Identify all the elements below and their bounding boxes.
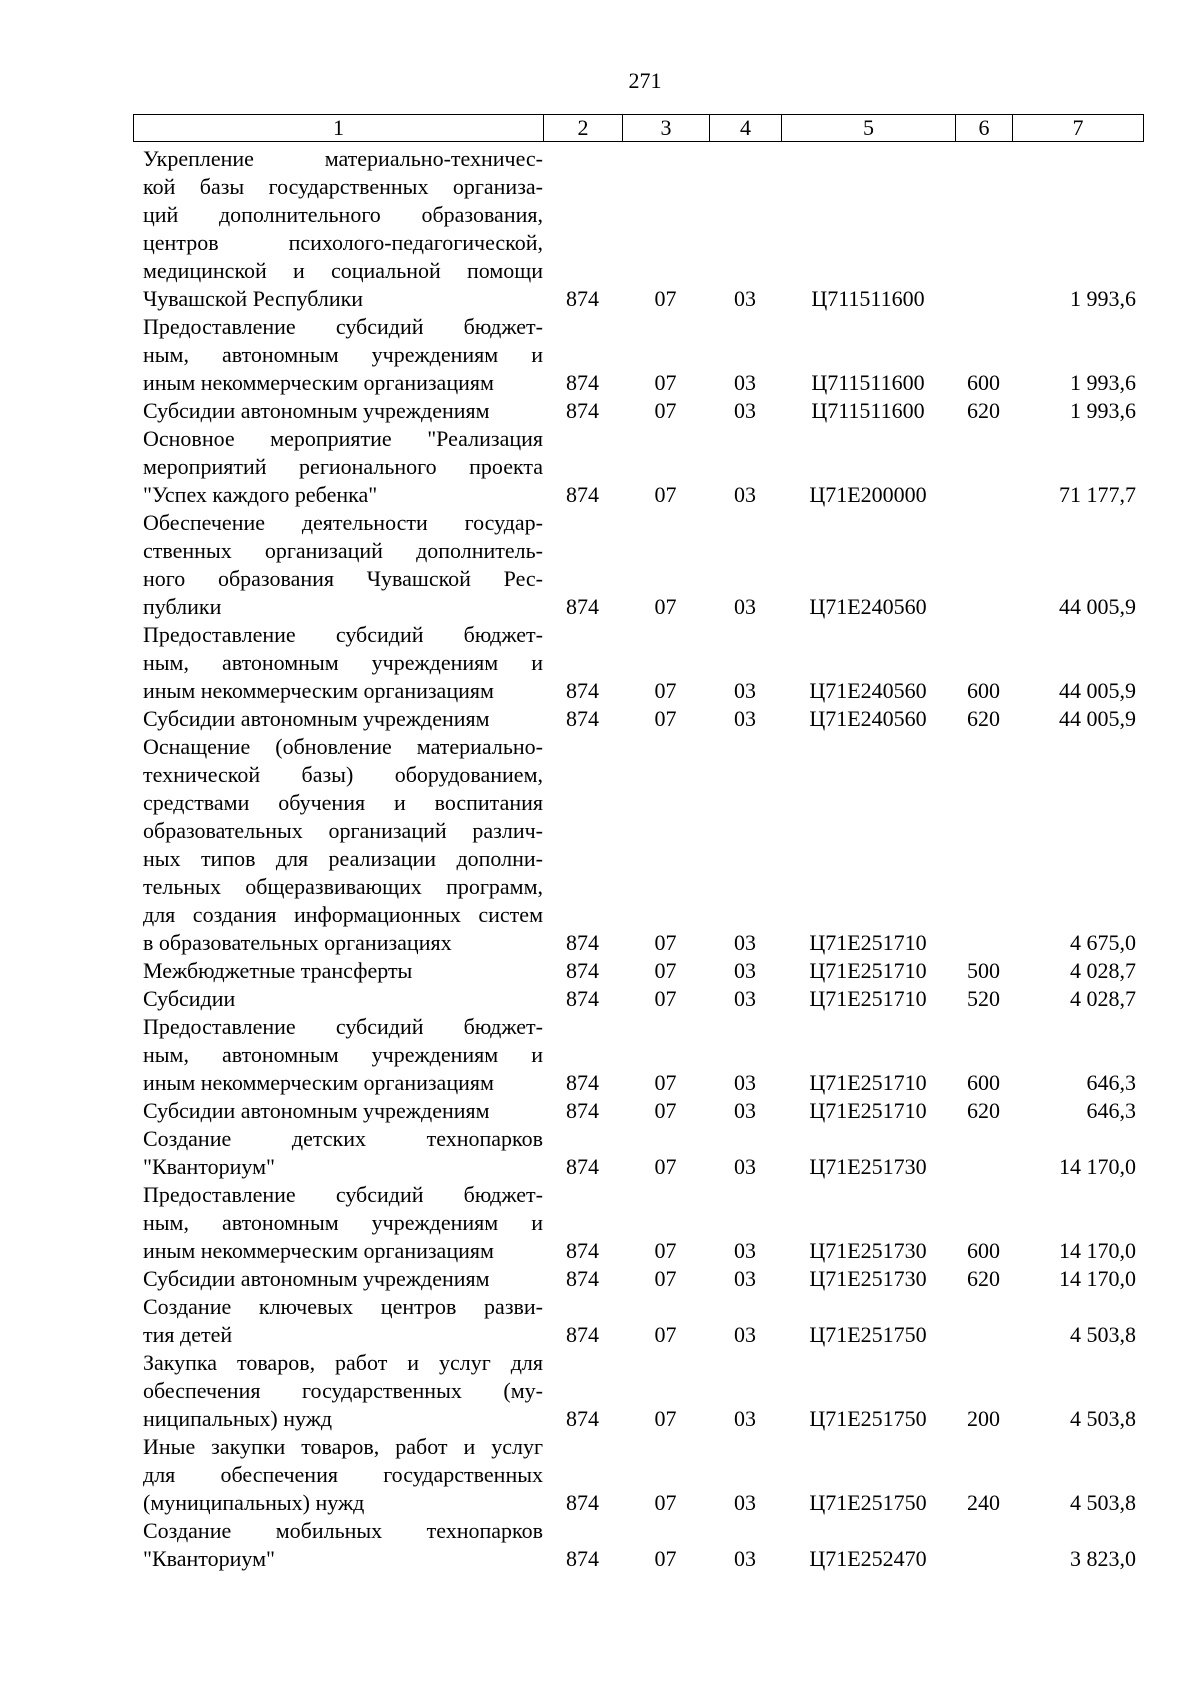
row-name-line: Субсидии автономным учреждениям xyxy=(143,1098,490,1123)
row-name-line: Предоставление субсидий бюджет- xyxy=(143,1182,543,1207)
table-row xyxy=(133,1517,1144,1573)
row-col-3: 07 xyxy=(654,930,677,955)
row-name-line: Субсидии автономным учреждениям xyxy=(143,398,490,423)
row-name-line: для обеспечения государственных xyxy=(143,1462,543,1487)
row-name-line: медицинской и социальной помощи xyxy=(143,258,543,283)
row-col-5: Ц71Е251710 xyxy=(809,958,927,983)
row-col-5: Ц71Е251710 xyxy=(809,986,927,1011)
row-col-4: 03 xyxy=(734,482,756,507)
row-col-3: 07 xyxy=(654,1154,677,1179)
row-col-7: 1 993,6 xyxy=(1070,286,1136,311)
row-col-2: 874 xyxy=(566,706,599,731)
table-row xyxy=(133,1349,1144,1433)
row-col-2: 874 xyxy=(566,1546,599,1571)
row-name-line: ций дополнительного образования, xyxy=(143,202,543,227)
row-col-7: 14 170,0 xyxy=(1059,1266,1136,1291)
row-col-5: Ц71Е251750 xyxy=(809,1322,927,1347)
row-col-2: 874 xyxy=(566,594,599,619)
row-col-5: Ц71Е251750 xyxy=(809,1490,927,1515)
row-col-3: 07 xyxy=(654,1322,677,1347)
row-col-4: 03 xyxy=(734,370,756,395)
row-col-4: 03 xyxy=(734,286,756,311)
row-name-line: Предоставление субсидий бюджет- xyxy=(143,622,543,647)
row-col-4: 03 xyxy=(734,1322,756,1347)
row-col-5: Ц71Е251750 xyxy=(809,1406,927,1431)
row-name xyxy=(133,1349,543,1433)
row-col-4: 03 xyxy=(734,1238,756,1263)
row-col-7: 14 170,0 xyxy=(1059,1154,1136,1179)
row-name-line: тельных общеразвивающих программ, xyxy=(143,874,543,899)
row-name-line: для создания информационных систем xyxy=(143,902,543,927)
row-col-5: Ц71Е200000 xyxy=(809,482,927,507)
row-col-6: 600 xyxy=(967,1238,1000,1263)
row-name xyxy=(133,1517,543,1573)
row-col-4: 03 xyxy=(734,594,756,619)
row-col-2: 874 xyxy=(566,1266,599,1291)
row-col-4: 03 xyxy=(734,398,756,423)
page-number: 271 xyxy=(628,68,662,93)
row-col-2: 874 xyxy=(566,286,599,311)
row-name xyxy=(133,1433,543,1517)
row-col-7: 4 503,8 xyxy=(1070,1322,1136,1347)
table-row xyxy=(133,985,1144,1013)
row-name-line: Субсидии автономным учреждениям xyxy=(143,706,490,731)
row-col-4: 03 xyxy=(734,678,756,703)
row-name-line: Оснащение (обновление материально- xyxy=(143,734,543,759)
row-col-4: 03 xyxy=(734,1490,756,1515)
row-name-line: Закупка товаров, работ и услуг для xyxy=(143,1350,543,1375)
row-col-7: 4 503,8 xyxy=(1070,1490,1136,1515)
row-name-line: средствами обучения и воспитания xyxy=(143,790,543,815)
row-col-6: 500 xyxy=(967,958,1000,983)
row-name-line: публики xyxy=(143,594,222,619)
row-col-5: Ц71Е251710 xyxy=(809,930,927,955)
table-row xyxy=(133,1433,1144,1517)
row-col-3: 07 xyxy=(654,1238,677,1263)
row-col-5: Ц711511600 xyxy=(811,286,925,311)
row-name xyxy=(133,145,543,313)
row-name-line: обеспечения государственных (му- xyxy=(143,1378,543,1403)
row-name-line: ным, автономным учреждениям и xyxy=(143,650,543,675)
row-col-3: 07 xyxy=(654,1098,677,1123)
row-col-7: 44 005,9 xyxy=(1059,594,1136,619)
row-col-3: 07 xyxy=(654,286,677,311)
header-col-5: 5 xyxy=(782,115,956,141)
row-col-7: 1 993,6 xyxy=(1070,398,1136,423)
row-name-line: технической базы) оборудованием, xyxy=(143,762,543,787)
table-row xyxy=(133,621,1144,705)
table-row xyxy=(133,313,1144,397)
row-col-7: 44 005,9 xyxy=(1059,706,1136,731)
row-col-3: 07 xyxy=(654,594,677,619)
row-col-7: 1 993,6 xyxy=(1070,370,1136,395)
row-col-2: 874 xyxy=(566,930,599,955)
row-col-5: Ц71Е251710 xyxy=(809,1098,927,1123)
row-col-3: 07 xyxy=(654,482,677,507)
row-name-line: Чувашской Республики xyxy=(143,286,364,311)
row-col-6: 620 xyxy=(967,398,1000,423)
row-col-5: Ц71Е240560 xyxy=(809,678,927,703)
row-name-line: ным, автономным учреждениям и xyxy=(143,1210,543,1235)
row-col-2: 874 xyxy=(566,482,599,507)
row-col-6: 620 xyxy=(967,1266,1000,1291)
row-col-2: 874 xyxy=(566,1070,599,1095)
row-name-line: ного образования Чувашской Рес- xyxy=(143,566,543,591)
row-col-2: 874 xyxy=(566,1490,599,1515)
row-name xyxy=(133,621,543,705)
header-col-7: 7 xyxy=(1072,115,1084,140)
header-col-3: 3 xyxy=(623,115,710,141)
header-col-6: 6 xyxy=(956,115,1013,141)
row-name-line: Предоставление субсидий бюджет- xyxy=(143,314,543,339)
row-name xyxy=(133,1181,543,1265)
row-col-3: 07 xyxy=(654,706,677,731)
row-col-5: Ц71Е240560 xyxy=(809,594,927,619)
row-col-6: 620 xyxy=(967,706,1000,731)
row-name-line: в образовательных организациях xyxy=(143,930,452,955)
row-name xyxy=(133,1265,543,1293)
row-name-line: ных типов для реализации дополни- xyxy=(143,846,543,871)
row-col-4: 03 xyxy=(734,1070,756,1095)
row-col-7: 4 503,8 xyxy=(1070,1406,1136,1431)
row-col-4: 03 xyxy=(734,706,756,731)
row-name-line: кой базы государственных организа- xyxy=(143,174,543,199)
row-col-5: Ц71Е251730 xyxy=(809,1154,927,1179)
row-col-3: 07 xyxy=(654,678,677,703)
row-col-6: 600 xyxy=(967,1070,1000,1095)
row-col-5: Ц711511600 xyxy=(811,370,925,395)
row-name-line: Предоставление субсидий бюджет- xyxy=(143,1014,543,1039)
row-name xyxy=(133,957,543,985)
row-col-6: 200 xyxy=(967,1406,1000,1431)
row-col-7: 4 675,0 xyxy=(1070,930,1136,955)
table-header xyxy=(133,114,1144,142)
table-row xyxy=(133,957,1144,985)
row-name-line: ным, автономным учреждениям и xyxy=(143,342,543,367)
row-name-line: ниципальных) нужд xyxy=(143,1406,333,1431)
header-col-4: 4 xyxy=(710,115,782,141)
row-col-3: 07 xyxy=(654,398,677,423)
header-col-1: 1 xyxy=(134,115,544,141)
row-name-line: (муниципальных) нужд xyxy=(143,1490,365,1515)
table-row xyxy=(133,145,1144,313)
table-body xyxy=(133,145,1144,1573)
row-col-3: 07 xyxy=(654,1490,677,1515)
row-name-line: Субсидии автономным учреждениям xyxy=(143,1266,490,1291)
row-col-2: 874 xyxy=(566,1322,599,1347)
row-col-4: 03 xyxy=(734,986,756,1011)
row-name-line: Иные закупки товаров, работ и услуг xyxy=(143,1434,543,1459)
row-col-7: 71 177,7 xyxy=(1059,482,1136,507)
table-row xyxy=(133,1265,1144,1293)
row-name-line: "Успех каждого ребенка" xyxy=(143,482,378,507)
row-col-4: 03 xyxy=(734,1098,756,1123)
row-name xyxy=(133,425,543,509)
row-col-5: Ц71Е252470 xyxy=(809,1546,927,1571)
table-row xyxy=(133,1293,1144,1349)
row-name xyxy=(133,705,543,733)
header-col-2: 2 xyxy=(544,115,623,141)
row-name-line: иным некоммерческим организациям xyxy=(143,1238,494,1263)
row-col-4: 03 xyxy=(734,1546,756,1571)
row-col-7: 646,3 xyxy=(1086,1098,1136,1123)
row-col-3: 07 xyxy=(654,1070,677,1095)
row-col-2: 874 xyxy=(566,1154,599,1179)
row-name xyxy=(133,1293,543,1349)
row-col-4: 03 xyxy=(734,1406,756,1431)
row-name xyxy=(133,1097,543,1125)
row-col-6: 600 xyxy=(967,370,1000,395)
row-col-2: 874 xyxy=(566,370,599,395)
table-row xyxy=(133,425,1144,509)
row-name-line: иным некоммерческим организациям xyxy=(143,370,494,395)
row-col-6: 620 xyxy=(967,1098,1000,1123)
row-col-7: 44 005,9 xyxy=(1059,678,1136,703)
row-name xyxy=(133,733,543,957)
row-name xyxy=(133,1013,543,1097)
row-name-line: центров психолого-педагогической, xyxy=(143,230,543,255)
row-col-2: 874 xyxy=(566,1238,599,1263)
row-col-4: 03 xyxy=(734,1154,756,1179)
row-name-line: "Кванториум" xyxy=(143,1546,275,1571)
row-col-4: 03 xyxy=(734,930,756,955)
row-col-7: 3 823,0 xyxy=(1070,1546,1136,1571)
row-name-line: иным некоммерческим организациям xyxy=(143,678,494,703)
row-name-line: ным, автономным учреждениям и xyxy=(143,1042,543,1067)
row-name-line: ственных организаций дополнитель- xyxy=(143,538,543,563)
row-col-2: 874 xyxy=(566,1406,599,1431)
row-name-line: Субсидии xyxy=(143,986,236,1011)
row-col-7: 4 028,7 xyxy=(1070,958,1136,983)
row-col-5: Ц71Е251730 xyxy=(809,1266,927,1291)
row-name-line: "Кванториум" xyxy=(143,1154,275,1179)
row-name-line: тия детей xyxy=(143,1322,233,1347)
table-row xyxy=(133,1097,1144,1125)
table-row xyxy=(133,397,1144,425)
table-row xyxy=(133,509,1144,621)
row-col-6: 600 xyxy=(967,678,1000,703)
table-row xyxy=(133,1013,1144,1097)
row-col-5: Ц71Е240560 xyxy=(809,706,927,731)
row-col-6: 520 xyxy=(967,986,1000,1011)
row-name-line: Создание ключевых центров разви- xyxy=(143,1294,543,1319)
row-name-line: Межбюджетные трансферты xyxy=(143,958,413,983)
row-name xyxy=(133,985,543,1013)
row-name xyxy=(133,1125,543,1181)
row-col-2: 874 xyxy=(566,986,599,1011)
row-col-4: 03 xyxy=(734,1266,756,1291)
row-col-2: 874 xyxy=(566,678,599,703)
row-col-3: 07 xyxy=(654,1406,677,1431)
row-col-5: Ц71Е251710 xyxy=(809,1070,927,1095)
row-col-6: 240 xyxy=(967,1490,1000,1515)
row-name-line: иным некоммерческим организациям xyxy=(143,1070,494,1095)
row-name-line: образовательных организаций различ- xyxy=(143,818,543,843)
row-col-7: 646,3 xyxy=(1086,1070,1136,1095)
row-name-line: Обеспечение деятельности государ- xyxy=(143,510,543,535)
row-col-3: 07 xyxy=(654,1546,677,1571)
row-name xyxy=(133,509,543,621)
row-name-line: Основное мероприятие "Реализация xyxy=(143,426,543,451)
table-row xyxy=(133,733,1144,957)
row-name-line: Создание детских технопарков xyxy=(143,1126,543,1151)
row-col-4: 03 xyxy=(734,958,756,983)
row-col-3: 07 xyxy=(654,370,677,395)
row-col-7: 4 028,7 xyxy=(1070,986,1136,1011)
row-name-line: Укрепление материально-техничес- xyxy=(143,146,543,171)
row-col-3: 07 xyxy=(654,986,677,1011)
row-col-2: 874 xyxy=(566,958,599,983)
row-col-5: Ц71Е251730 xyxy=(809,1238,927,1263)
row-name xyxy=(133,313,543,397)
row-name xyxy=(133,397,543,425)
table-row xyxy=(133,1181,1144,1265)
row-col-7: 14 170,0 xyxy=(1059,1238,1136,1263)
row-col-5: Ц711511600 xyxy=(811,398,925,423)
row-col-2: 874 xyxy=(566,1098,599,1123)
row-col-2: 874 xyxy=(566,398,599,423)
table-row xyxy=(133,1125,1144,1181)
row-name-line: Создание мобильных технопарков xyxy=(143,1518,543,1543)
row-col-3: 07 xyxy=(654,1266,677,1291)
table-row xyxy=(133,705,1144,733)
row-col-3: 07 xyxy=(654,958,677,983)
row-name-line: мероприятий регионального проекта xyxy=(143,454,543,479)
